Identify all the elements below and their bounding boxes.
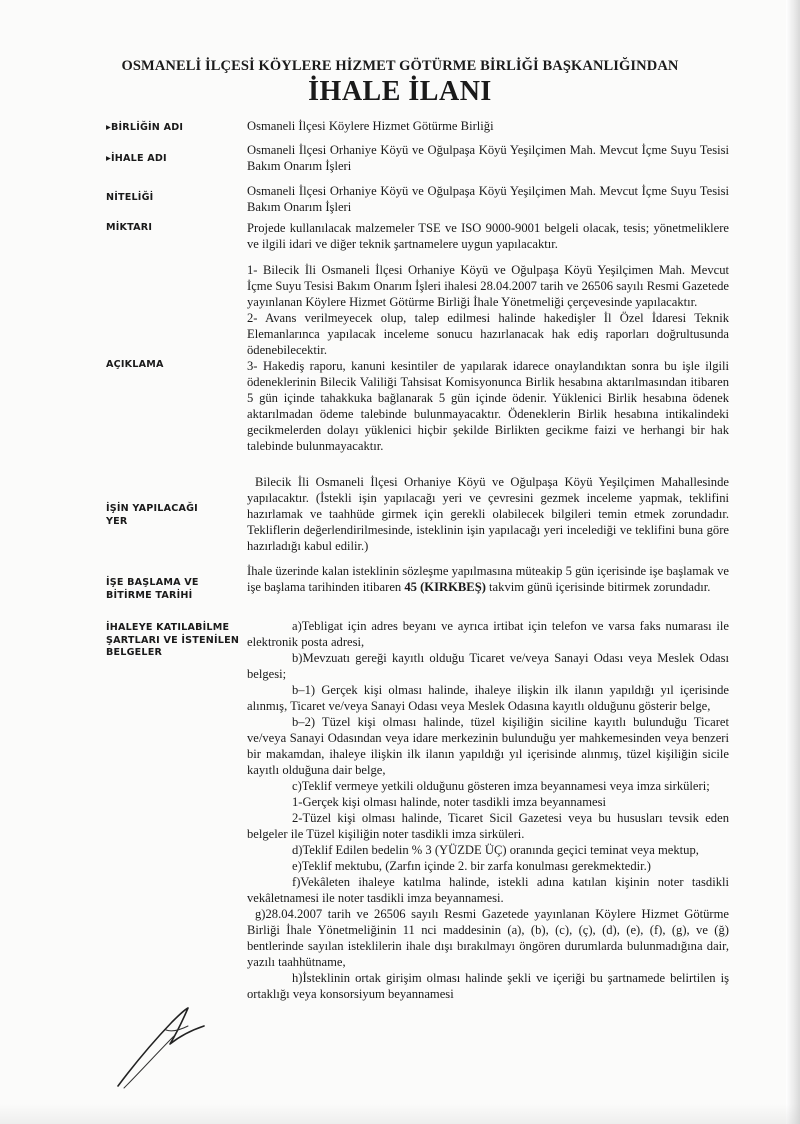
value-isin-yapilacagi-yer	[247, 474, 729, 554]
tarih-text-pre: İhale üzerinde kalan isteklinin sözleşme yapılmasına müteakip 5 gün içerisinde işe başlamak ve işe başlama tarihinden itibaren	[247, 564, 729, 594]
aciklama-paragraph-3: 3- Hakediş raporu, kanuni kesintiler de yapılarak idarece onaylandıktan sonra bu işle ilgili ödeneklerinin Bilecik Valiliği Tahsisat Komisyonunca Birlik hesabına aktarılmasından itibaren 5 gün içinde tahakkuka bağlanarak 5 gün içinde ödenir. Yüklenici Birlik hesabına ödenek aktarılmadan ödeme talebinde bulunmayacaktır. Ödeneklerin Birlik hesabına intikalindeki gecikmelerden dolayı yüklenici hiçbir şekilde Birlikten gecikme faizi ve herhangi bir hak talebinde bulunmayacaktır.	[247, 359, 729, 453]
label-ise-baslama-bitirme: İŞE BAŞLAMA VE BİTİRME TARİHİ	[106, 577, 199, 601]
belge-b: b)Mevzuatı gereği kayıtlı olduğu Ticaret ve/veya Sanayi Odası veya Meslek Odası belgesi;	[247, 651, 729, 681]
document-title: İHALE İLANI	[308, 76, 492, 107]
belge-b2: b–2) Tüzel kişi olması halinde, tüzel kişiliğin siciline kayıtlı bulunduğu Ticaret ve/veya Sanayi Odasından veya idare merkezinin bulunduğu yer mahkemesinden veya benzeri bir makamdan, ihaleye ilişkin ilk ilanın yapıldığı yıl içerisinde alınmış, tüzel kişiliğin sicile kayıtlı olduğuna dair belge,	[247, 715, 729, 777]
label-katilabilme-sartlari: İHALEYE KATILABİLME ŞARTLARI VE İSTENİLEN BELGELER	[106, 622, 240, 658]
belge-a: a)Tebligat için adres beyanı ve ayrıca irtibat için telefon ve varsa faks numarası ile elektronik posta adresi,	[247, 619, 729, 649]
issuer-header: OSMANELİ İLÇESİ KÖYLERE HİZMET GÖTÜRME BİRLİĞİ BAŞKANLIĞINDAN	[121, 58, 679, 74]
tarih-text-post: takvim günü içerisinde bitirmek zorundadır.	[485, 580, 711, 594]
label-birlik-adi: ▸BİRLİĞİN ADI	[106, 122, 184, 133]
scan-shadow	[0, 1104, 800, 1124]
label-isin-yapilacagi-yer: İŞİN YAPILACAĞI YER	[106, 503, 198, 527]
label-niteligi: NİTELİĞİ	[106, 192, 154, 203]
value-birlik-adi: Osmaneli İlçesi Köylere Hizmet Götürme Birliği	[247, 119, 494, 133]
yer-paragraph: Bilecik İli Osmaneli İlçesi Orhaniye Köyü ve Oğulpaşa Köyü Yeşilçimen Mahallesinde yapılacaktır. (İstekli işin yapılacağı yeri ve çevresini gezmek inceleme yapmak, teklifini hazırlamak ve taahhüde girmek için gerekli olabilecek bilgileri temin etmek zorundadır. Tekliflerin değerlendirilmesinde, isteklinin işin yapılacağı yeri incelediği ve teklifini buna göre hazırladığı kabul edilir.)	[247, 475, 729, 553]
belge-c2: 2-Tüzel kişi olması halinde, Ticaret Sicil Gazetesi veya bu hususları tevsik eden belgeler ile Tüzel kişiliğin noter tasdikli imza sirküleri.	[247, 811, 729, 841]
belge-g: g)28.04.2007 tarih ve 26506 sayılı Resmi Gazetede yayınlanan Köylere Hizmet Götürme Birliği İhale Yönetmeliğinin 11 nci maddesinin (a), (b), (c), (ç), (d), (e), (f), (g), ve (ğ) bentlerinde sayılan isteklilerin ihale dışı bırakılmayı öngören durumlarda bulunmadığına dair, yazılı taahhütname,	[247, 907, 729, 969]
signature-image	[110, 1000, 220, 1090]
scan-edge	[786, 0, 800, 1124]
value-ihale-adi: Osmaneli İlçesi Orhaniye Köyü ve Oğulpaşa Köyü Yeşilçimen Mah. Mevcut İçme Suyu Tesisi Bakım Onarım İşleri	[247, 143, 729, 173]
label-ihale-adi: ▸İHALE ADI	[106, 153, 167, 164]
value-ise-baslama-bitirme	[247, 563, 729, 595]
belge-e: e)Teklif mektubu, (Zarfın içinde 2. bir zarfa konulması gerekmektedir.)	[292, 859, 651, 873]
value-aciklama	[247, 262, 729, 454]
belge-b1: b–1) Gerçek kişi olması halinde, ihaleye ilişkin ilk ilanın yapıldığı yıl içerisinde alınmış, Ticaret ve/veya Sanayi Odası veya Meslek Odasına kayıtlı olduğunu gösterir belge,	[247, 683, 729, 713]
belge-f: f)Vekâleten ihaleye katılma halinde, istekli adına katılan kişinin noter tasdikli vekâletnamesi ile noter tasdikli imza beyannamesi.	[247, 875, 729, 905]
belge-c1: 1-Gerçek kişi olması halinde, noter tasdikli imza beyannamesi	[292, 795, 607, 809]
aciklama-paragraph-1: 1- Bilecik İli Osmaneli İlçesi Orhaniye Köyü ve Oğulpaşa Köyü Yeşilçimen Mah. Mevcut İçme Suyu Tesisi Bakım Onarım İşleri ihalesi 28.04.2007 tarih ve 26506 sayılı Resmi Gazetede yayınlanan Köylere Hizmet Götürme Birliği İhale Yönetmeliği çerçevesinde yapılacaktır.	[247, 263, 729, 309]
label-miktari: MİKTARI	[106, 222, 153, 233]
tarih-days-bold: 45 (KIRKBEŞ)	[404, 580, 486, 594]
belge-h: h)İsteklinin ortak girişim olması halinde şekli ve içeriği bu şartnamede belirtilen iş ortaklığı veya konsorsiyum beyannamesi	[247, 971, 729, 1001]
value-katilabilme-sartlari	[247, 618, 729, 1002]
belge-c: c)Teklif vermeye yetkili olduğunu gösteren imza beyannamesi veya imza sirküleri;	[292, 779, 710, 793]
label-aciklama: AÇIKLAMA	[106, 359, 164, 370]
belge-d: d)Teklif Edilen bedelin % 3 (YÜZDE ÜÇ) oranında geçici teminat veya mektup,	[292, 843, 699, 857]
value-miktari: Projede kullanılacak malzemeler TSE ve ISO 9000-9001 belgeli olacak, tesis; yönetmeliklere ve ilgili idari ve diğer teknik şartnamelere uygun yapılacaktır.	[247, 221, 729, 251]
aciklama-paragraph-2: 2- Avans verilmeyecek olup, talep edilmesi halinde hakedişler İl Özel İdaresi Teknik Elemanlarınca yapılacak inceleme sonucu hazırlanacak hak ediş raporları doğrultusunda ödenebilecektir.	[247, 311, 729, 357]
value-niteligi: Osmaneli İlçesi Orhaniye Köyü ve Oğulpaşa Köyü Yeşilçimen Mah. Mevcut İçme Suyu Tesisi Bakım Onarım İşleri	[247, 184, 729, 214]
